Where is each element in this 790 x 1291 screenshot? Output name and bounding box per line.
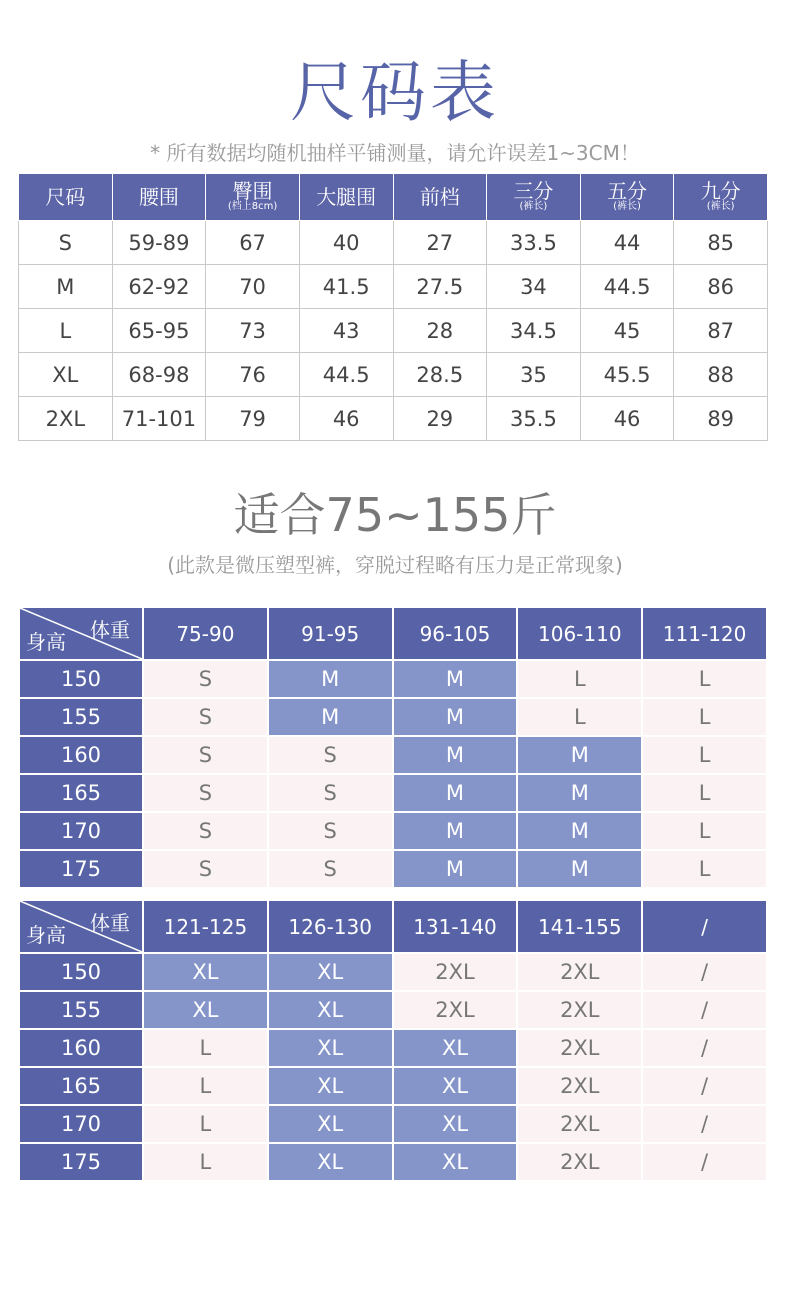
size-cell: 34.5 xyxy=(487,309,581,353)
recommended-size-cell: S xyxy=(268,812,393,850)
size-cell: 85 xyxy=(674,221,768,265)
recommended-size-cell: M xyxy=(268,660,393,698)
size-cell: 68-98 xyxy=(112,353,206,397)
fit-row xyxy=(19,812,767,850)
recommended-size-cell: S xyxy=(268,850,393,888)
recommended-size-cell: 2XL xyxy=(517,1105,642,1143)
size-header-sublabel: (档上8cm) xyxy=(227,201,278,212)
size-cell: 89 xyxy=(674,397,768,441)
size-cell: 33.5 xyxy=(487,221,581,265)
fit-weight-title: 适合75~155斤 xyxy=(233,488,557,542)
recommended-size-cell: L xyxy=(642,774,767,812)
size-header-label: 三分 xyxy=(513,179,554,203)
recommended-size-cell: / xyxy=(642,1105,767,1143)
recommended-size-cell: M xyxy=(393,660,518,698)
fit-table-weight-75-120 xyxy=(18,606,768,889)
size-header-label: 腰围 xyxy=(138,185,179,209)
size-cell: 71-101 xyxy=(112,397,206,441)
size-cell: 70 xyxy=(206,265,300,309)
height-row-header: 160 xyxy=(19,736,143,774)
weight-range-header: 75-90 xyxy=(143,607,268,660)
fit-row xyxy=(19,991,767,1029)
recommended-size-cell: S xyxy=(143,660,268,698)
size-cell: 62-92 xyxy=(112,265,206,309)
size-cell: 73 xyxy=(206,309,300,353)
recommended-size-cell: S xyxy=(268,736,393,774)
size-header-cell xyxy=(206,174,300,221)
fit-row xyxy=(19,1029,767,1067)
size-cell: 65-95 xyxy=(112,309,206,353)
size-header-label: 五分 xyxy=(607,179,648,203)
corner-weight-label: 体重 xyxy=(90,911,130,935)
size-cell: 2XL xyxy=(19,397,113,441)
size-cell: 27 xyxy=(393,221,487,265)
recommended-size-cell: S xyxy=(143,698,268,736)
size-cell: 35.5 xyxy=(487,397,581,441)
corner-header xyxy=(19,900,143,953)
size-cell: 46 xyxy=(299,397,393,441)
recommended-size-cell: 2XL xyxy=(393,991,518,1029)
size-cell: 46 xyxy=(580,397,674,441)
recommended-size-cell: XL xyxy=(268,1105,393,1143)
recommended-size-cell: L xyxy=(642,812,767,850)
weight-range-header: / xyxy=(642,900,767,953)
recommended-size-cell: XL xyxy=(268,953,393,991)
fit-row xyxy=(19,953,767,991)
recommended-size-cell: M xyxy=(517,774,642,812)
weight-range-header: 91-95 xyxy=(268,607,393,660)
recommended-size-cell: M xyxy=(393,698,518,736)
size-header-sublabel: (裤长) xyxy=(519,201,548,212)
recommended-size-cell: XL xyxy=(268,991,393,1029)
size-header-cell xyxy=(112,174,206,221)
recommended-size-cell: 2XL xyxy=(517,1067,642,1105)
size-header-label: 大腿围 xyxy=(316,185,377,209)
recommended-size-cell: / xyxy=(642,1143,767,1181)
size-cell: 34 xyxy=(487,265,581,309)
size-cell: 59-89 xyxy=(112,221,206,265)
recommended-size-cell: M xyxy=(393,812,518,850)
fit-row xyxy=(19,698,767,736)
recommended-size-cell: / xyxy=(642,1029,767,1067)
size-cell: S xyxy=(19,221,113,265)
fit-row xyxy=(19,1067,767,1105)
size-cell: 76 xyxy=(206,353,300,397)
recommended-size-cell: S xyxy=(143,850,268,888)
recommended-size-cell: XL xyxy=(393,1143,518,1181)
corner-height-label: 身高 xyxy=(26,630,66,654)
recommended-size-cell: L xyxy=(143,1067,268,1105)
recommended-size-cell: M xyxy=(268,698,393,736)
size-cell: 86 xyxy=(674,265,768,309)
size-cell: 44.5 xyxy=(299,353,393,397)
recommended-size-cell: 2XL xyxy=(393,953,518,991)
recommended-size-cell: S xyxy=(143,774,268,812)
recommended-size-cell: M xyxy=(393,736,518,774)
fit-table-header-row xyxy=(19,607,767,660)
size-cell: 40 xyxy=(299,221,393,265)
recommended-size-cell: XL xyxy=(143,953,268,991)
height-row-header: 150 xyxy=(19,953,143,991)
size-cell: 43 xyxy=(299,309,393,353)
recommended-size-cell: / xyxy=(642,1067,767,1105)
size-row xyxy=(19,309,768,353)
size-chart-header-row xyxy=(19,174,768,221)
weight-range-header: 111-120 xyxy=(642,607,767,660)
recommended-size-cell: / xyxy=(642,991,767,1029)
recommended-size-cell: L xyxy=(642,660,767,698)
fit-row xyxy=(19,736,767,774)
recommended-size-cell: L xyxy=(143,1105,268,1143)
recommended-size-cell: XL xyxy=(268,1143,393,1181)
height-row-header: 170 xyxy=(19,1105,143,1143)
size-header-label: 臀围 xyxy=(232,179,273,203)
size-cell: 45.5 xyxy=(580,353,674,397)
weight-range-header: 121-125 xyxy=(143,900,268,953)
weight-range-header: 131-140 xyxy=(393,900,518,953)
recommended-size-cell: M xyxy=(393,774,518,812)
size-cell: 44.5 xyxy=(580,265,674,309)
size-header-sublabel: (裤长) xyxy=(706,201,735,212)
recommended-size-cell: M xyxy=(393,850,518,888)
size-cell: 87 xyxy=(674,309,768,353)
fit-row xyxy=(19,1143,767,1181)
size-cell: 67 xyxy=(206,221,300,265)
size-header-label: 前档 xyxy=(419,185,460,209)
size-header-cell xyxy=(674,174,768,221)
measurement-note: * 所有数据均随机抽样平铺测量，请允许误差1~3CM！ xyxy=(150,141,640,165)
recommended-size-cell: L xyxy=(517,698,642,736)
size-header-cell xyxy=(580,174,674,221)
recommended-size-cell: S xyxy=(143,812,268,850)
corner-header xyxy=(19,607,143,660)
size-cell: 41.5 xyxy=(299,265,393,309)
recommended-size-cell: M xyxy=(517,850,642,888)
size-header-cell xyxy=(19,174,113,221)
size-header-cell xyxy=(487,174,581,221)
weight-range-header: 126-130 xyxy=(268,900,393,953)
size-cell: 88 xyxy=(674,353,768,397)
size-row xyxy=(19,221,768,265)
recommended-size-cell: S xyxy=(268,774,393,812)
size-cell: XL xyxy=(19,353,113,397)
fit-row xyxy=(19,774,767,812)
size-cell: 35 xyxy=(487,353,581,397)
height-row-header: 155 xyxy=(19,991,143,1029)
recommended-size-cell: M xyxy=(517,736,642,774)
corner-height-label: 身高 xyxy=(26,923,66,947)
size-cell: 44 xyxy=(580,221,674,265)
weight-range-header: 96-105 xyxy=(393,607,518,660)
recommended-size-cell: S xyxy=(143,736,268,774)
size-cell: 27.5 xyxy=(393,265,487,309)
fit-table-weight-121-155 xyxy=(18,899,768,1182)
fit-row xyxy=(19,850,767,888)
recommended-size-cell: XL xyxy=(393,1105,518,1143)
size-header-cell xyxy=(299,174,393,221)
recommended-size-cell: M xyxy=(517,812,642,850)
size-cell: M xyxy=(19,265,113,309)
recommended-size-cell: XL xyxy=(143,991,268,1029)
recommended-size-cell: XL xyxy=(393,1067,518,1105)
size-row xyxy=(19,265,768,309)
recommended-size-cell: XL xyxy=(393,1029,518,1067)
height-row-header: 175 xyxy=(19,850,143,888)
recommended-size-cell: L xyxy=(143,1029,268,1067)
size-header-cell xyxy=(393,174,487,221)
recommended-size-cell: 2XL xyxy=(517,953,642,991)
recommended-size-cell: L xyxy=(642,698,767,736)
size-header-label: 九分 xyxy=(700,179,741,203)
fit-table-header-row xyxy=(19,900,767,953)
size-cell: 79 xyxy=(206,397,300,441)
height-row-header: 155 xyxy=(19,698,143,736)
fit-row xyxy=(19,660,767,698)
recommended-size-cell: 2XL xyxy=(517,991,642,1029)
recommended-size-cell: / xyxy=(642,953,767,991)
size-header-label: 尺码 xyxy=(45,185,86,209)
size-cell: 28.5 xyxy=(393,353,487,397)
fit-row xyxy=(19,1105,767,1143)
corner-weight-label: 体重 xyxy=(90,618,130,642)
recommended-size-cell: XL xyxy=(268,1067,393,1105)
size-header-sublabel: (裤长) xyxy=(613,201,641,212)
weight-range-header: 106-110 xyxy=(517,607,642,660)
recommended-size-cell: 2XL xyxy=(517,1143,642,1181)
page-title: 尺码表 xyxy=(290,54,500,131)
recommended-size-cell: L xyxy=(517,660,642,698)
recommended-size-cell: L xyxy=(642,850,767,888)
size-cell: 29 xyxy=(393,397,487,441)
size-row xyxy=(19,353,768,397)
height-row-header: 160 xyxy=(19,1029,143,1067)
size-cell: L xyxy=(19,309,113,353)
height-row-header: 165 xyxy=(19,1067,143,1105)
fit-subtitle: (此款是微压塑型裤，穿脱过程略有压力是正常现象) xyxy=(167,553,623,577)
weight-range-header: 141-155 xyxy=(517,900,642,953)
size-chart-table xyxy=(18,173,768,441)
height-row-header: 175 xyxy=(19,1143,143,1181)
recommended-size-cell: 2XL xyxy=(517,1029,642,1067)
size-cell: 45 xyxy=(580,309,674,353)
height-row-header: 150 xyxy=(19,660,143,698)
height-row-header: 170 xyxy=(19,812,143,850)
height-row-header: 165 xyxy=(19,774,143,812)
recommended-size-cell: L xyxy=(143,1143,268,1181)
recommended-size-cell: XL xyxy=(268,1029,393,1067)
size-cell: 28 xyxy=(393,309,487,353)
size-row xyxy=(19,397,768,441)
recommended-size-cell: L xyxy=(642,736,767,774)
